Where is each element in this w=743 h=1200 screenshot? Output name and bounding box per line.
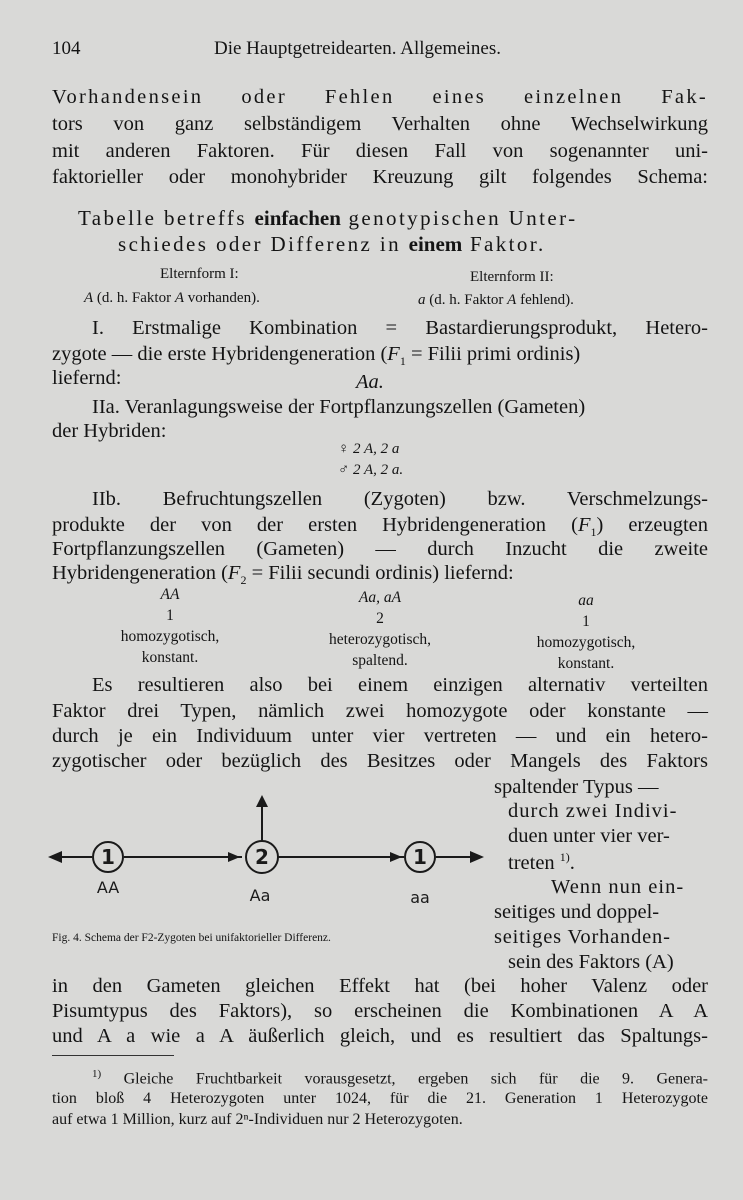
section2b-f2-symbol: F [227, 562, 241, 584]
section2b-text-4d: = Filii secundi ordinis) liefernd: [246, 562, 514, 584]
node-2-number: 2 [255, 845, 269, 869]
footnote-marker: 1) [92, 1068, 102, 1080]
arrow-left-icon [48, 851, 62, 863]
section1-result-text: Aa. [356, 371, 384, 393]
para3-line2: Pisumtypus des Faktors), so erscheinen die Kombinationen A A [52, 1000, 708, 1022]
table-title-text-c: genotypischen Unter- [340, 206, 578, 230]
para2-right-line1: spaltender Typus — [494, 776, 659, 798]
section1-text-a: zygote — die erste Hybridengeneration ( [52, 343, 388, 365]
genotype-2-type: heterozygotisch, [328, 631, 431, 648]
table-title-line2 [118, 232, 546, 257]
para2-line3: durch je ein Individuum unter vier vertreten — und ein hetero- [52, 725, 708, 747]
section1-line2 [52, 343, 580, 369]
section2a-line2: der Hybriden: [52, 420, 167, 442]
section1-line3: liefernd: [52, 367, 122, 389]
page-number: 104 [52, 38, 81, 59]
section2b-line2 [52, 514, 708, 540]
node-1-label: AA [96, 878, 120, 897]
genotype-col-1 [80, 584, 260, 668]
parent-2-symbol: a [418, 292, 426, 308]
figure-caption: Fig. 4. Schema der F2-Zygoten bei unifaktorieller Differenz. [52, 932, 331, 944]
para2-right-line3: duen unter vier ver- [508, 825, 670, 847]
parent-1-factor: A [174, 290, 185, 306]
parent-form-1-label: Elternform I: [160, 266, 239, 282]
node-3-label: aa [410, 888, 430, 907]
table-title-bold-einem: einem [408, 232, 463, 256]
arrow-right-icon [470, 851, 484, 863]
genotype-3-state: konstant. [557, 655, 615, 672]
para3-line3: und A a wie a A äußerlich gleich, und es resultiert das Spaltungs- [52, 1025, 708, 1047]
genotype-3-type: homozygotisch, [536, 634, 636, 651]
section2b-text-a: produkte der von der ersten Hybridengeneration ( [52, 514, 578, 536]
footnote-line2: tion bloß 4 Heterozygoten unter 1024, für die 21. Generation 1 Heterozygote [52, 1090, 708, 1107]
para2-right-line7: seitiges Vorhanden- [494, 926, 671, 948]
genotype-3-count: 1 [582, 613, 590, 630]
para2-line1: Es resultieren also bei einem einzigen alternativ verteilten [92, 674, 708, 696]
table-title-bold-einfachen: einfachen [254, 206, 341, 230]
table-title-line1 [78, 206, 577, 231]
section2a-line1: IIa. Veranlagungsweise der Fortpflanzungszellen (Gameten) [92, 396, 586, 418]
section1-f-subscript: 1 [399, 354, 406, 369]
para1-line4: faktorieller oder monohybrider Kreuzung gilt folgendes Schema: [52, 166, 708, 188]
section2b-f-symbol: F [577, 514, 591, 536]
section2b-line1: IIb. Befruchtungszellen (Zygoten) bzw. Verschmelzungs- [92, 488, 708, 510]
parent-2-factor: A [507, 292, 517, 308]
para2-right-line4: treten $^{1)}$. [508, 850, 575, 874]
parent-form-1-desc [84, 290, 260, 307]
arrow-to-node-2-icon [228, 852, 240, 862]
genotype-1-symbol: AA [160, 586, 180, 603]
footnote-ref: 1) [559, 850, 570, 864]
parent-2-desc-end: fehlend). [520, 292, 574, 308]
genotype-col-2 [290, 587, 470, 671]
gametes-male: ♂ 2 A, 2 a. [338, 462, 404, 478]
table-title-text-d: schiedes oder Differenz in [118, 232, 409, 256]
footnote-line3: auf etwa 1 Million, kurz auf 2ⁿ-Individuen nur 2 Heterozygoten. [52, 1111, 463, 1128]
section2b-line3: Fortpflanzungszellen (Gameten) — durch Inzucht die zweite [52, 538, 708, 560]
para2-right-line2: durch zwei Indivi- [508, 800, 678, 822]
genotype-1-type: homozygotisch, [120, 628, 220, 645]
treten-text: treten [508, 851, 555, 874]
arrow-to-node-3-icon [390, 852, 402, 862]
genotype-2-count: 2 [376, 610, 384, 627]
footnote-line1-text: Gleiche Fruchtbarkeit vorausgesetzt, ergeben sich für die 9. Genera- [123, 1070, 709, 1088]
para3-line1: in den Gameten gleichen Effekt hat (bei hoher Valenz oder [52, 975, 708, 997]
para2-line2: Faktor drei Typen, nämlich zwei homozygote oder konstante — [52, 700, 708, 722]
footnote-rule [52, 1055, 174, 1056]
genotype-2-state: spaltend. [352, 652, 408, 669]
parent-1-desc-text: (d. h. Faktor [96, 290, 172, 306]
section1-f-symbol: F [387, 343, 400, 365]
running-title: Die Hauptgetreidearten. Allgemeines. [214, 38, 502, 59]
para2-right-line8: sein des Faktors (A) [508, 951, 674, 973]
para2-line4: zygotischer oder bezüglich des Besitzes oder Mangels des Faktors [52, 750, 708, 772]
section1-result [356, 371, 384, 394]
section2b-f-subscript: 1 [590, 525, 597, 540]
footnote-line1 [92, 1068, 708, 1088]
node-1-number: 1 [101, 845, 115, 869]
parent-1-desc-end: vorhanden). [187, 290, 260, 306]
section2b-text-d: ) erzeugten [596, 514, 709, 536]
genotype-1-state: konstant. [141, 649, 199, 666]
para1-line1: Vorhandensein oder Fehlen eines einzelnen Fak- [52, 86, 708, 108]
section2b-text-4a: Hybridengeneration ( [52, 562, 228, 584]
table-title-text-a: Tabelle betreffs [78, 206, 255, 230]
node-3-number: 1 [413, 845, 427, 869]
genotype-3-symbol: aa [578, 592, 594, 609]
para1-line2: tors von ganz selbständigem Verhalten ohne Wechselwirkung [52, 113, 708, 135]
table-title-text-f: Faktor. [462, 232, 546, 256]
genotype-col-3 [496, 590, 676, 674]
f2-zygote-diagram [40, 795, 490, 915]
gametes-female: ♀ 2 A, 2 a [338, 441, 400, 457]
para1-line3: mit anderen Faktoren. Für diesen Fall von sogenannter uni- [52, 140, 708, 162]
parent-2-desc-text: (d. h. Faktor [429, 292, 504, 308]
genotype-1-count: 1 [166, 607, 174, 624]
para2-right-line5: Wenn nun ein- [551, 876, 685, 898]
parent-form-2-label: Elternform II: [470, 269, 554, 285]
para2-right-line6: seitiges und doppel- [494, 901, 660, 923]
node-2-label: Aa [249, 886, 271, 905]
genotype-2-symbol: Aa, aA [358, 589, 402, 606]
arrow-up-icon [256, 795, 268, 807]
section1-line1: I. Erstmalige Kombination = Bastardierungsprodukt, Hetero- [92, 317, 708, 339]
parent-form-2-desc [418, 292, 574, 309]
section1-text-d: = Filii primi ordinis) [405, 343, 581, 365]
section2b-f2-subscript: 2 [240, 573, 247, 588]
parent-1-symbol: A [84, 290, 94, 306]
